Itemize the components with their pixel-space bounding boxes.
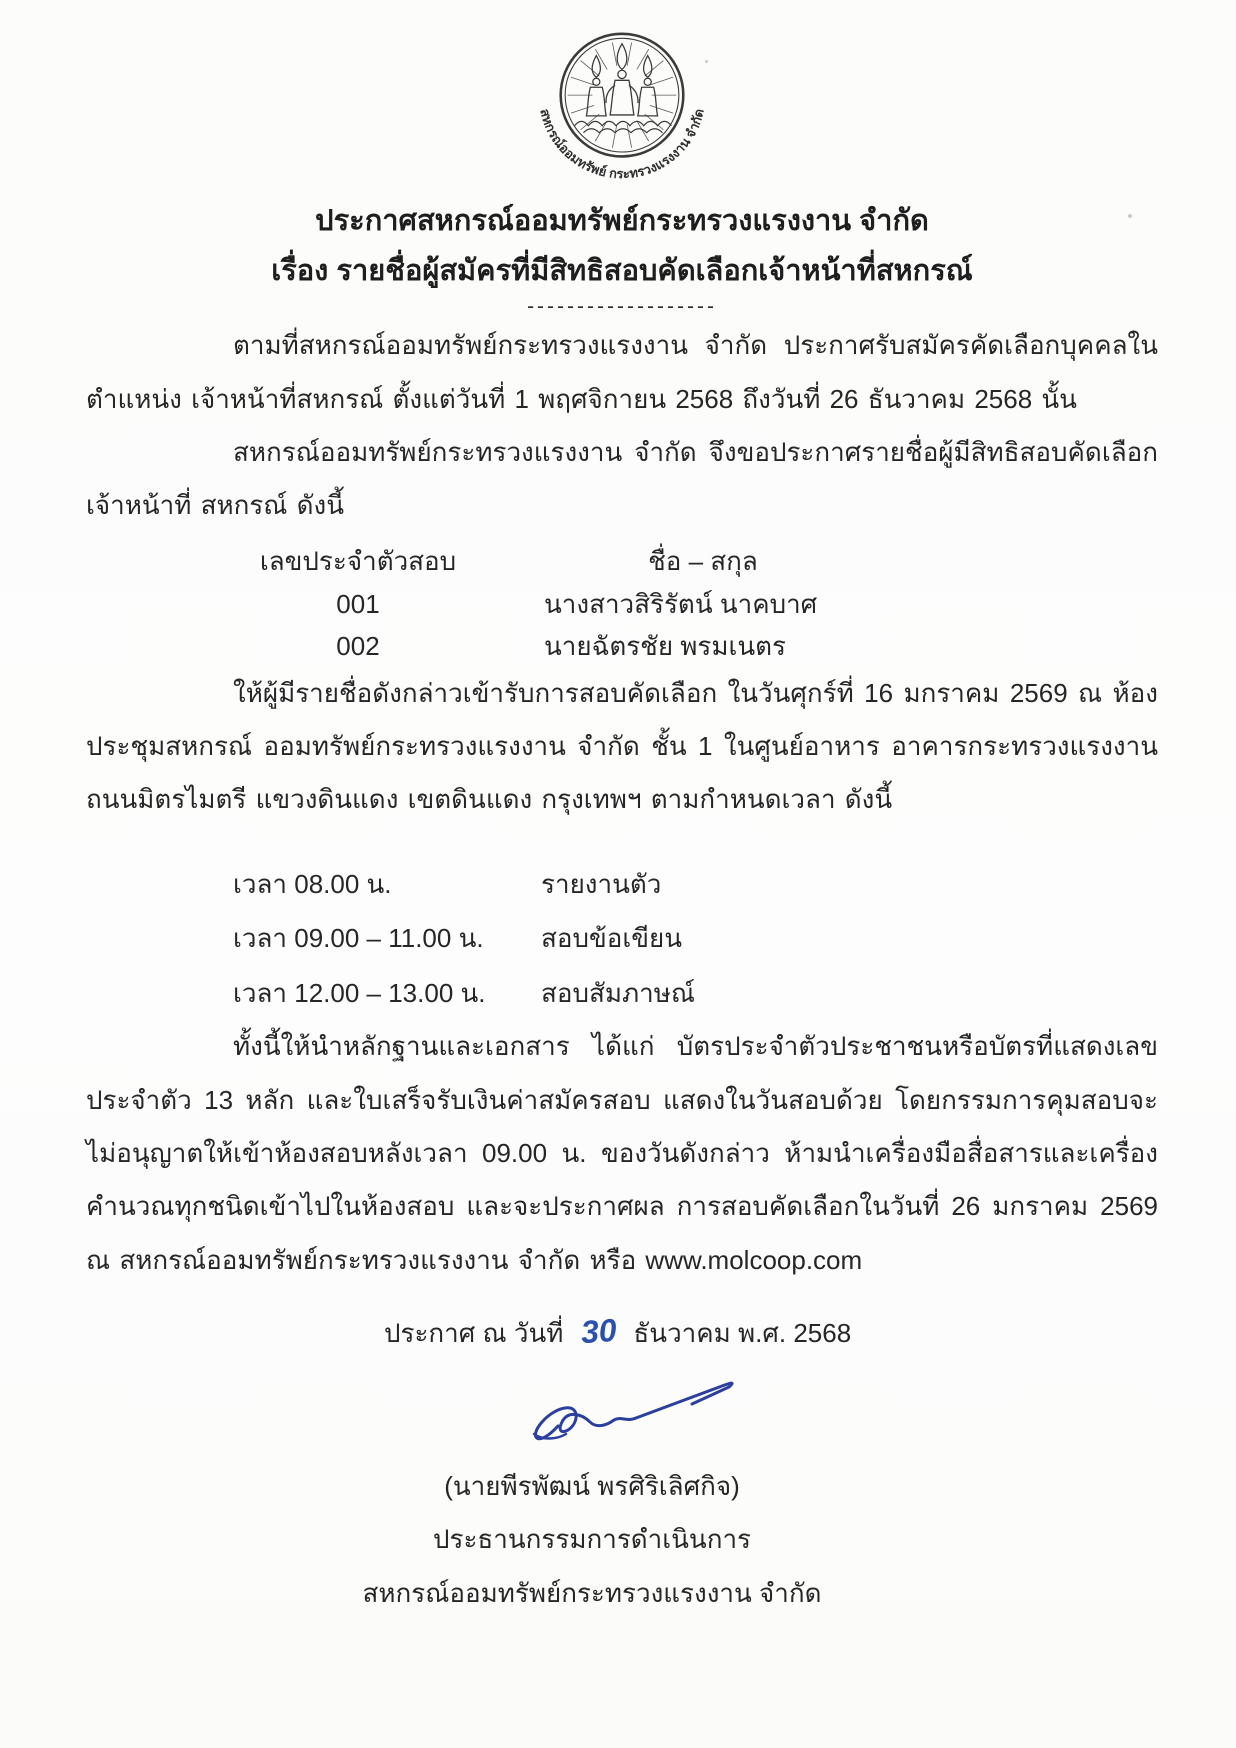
document-title: ประกาศสหกรณ์ออมทรัพย์กระทรวงแรงงาน จำกัด [315, 205, 929, 237]
scan-speck [1128, 214, 1132, 218]
signature-block [86, 1364, 1098, 1620]
signatory-name: (นายพีรพัฒน์ พรศิริเลิศกิจ) [444, 1470, 740, 1501]
applicant-table [233, 540, 1158, 666]
applicant-table-header [233, 540, 1158, 582]
schedule-activity: สอบสัมภาษณ์ [541, 977, 695, 1008]
seal-row [86, 20, 1158, 198]
exam-schedule [233, 857, 1158, 1021]
table-row [233, 625, 1158, 667]
svg-text:สหกรณ์ออมทรัพย์ กระทรวงแรงงาน [537, 107, 706, 181]
issued-suffix: ธันวาคม พ.ศ. 2568 [633, 1317, 852, 1348]
schedule-time: เวลา 09.00 – 11.00 น. [233, 923, 484, 954]
schedule-activity: รายงานตัว [541, 868, 662, 899]
schedule-row [233, 857, 1158, 912]
scan-speck [705, 60, 708, 63]
schedule-row [233, 911, 1158, 966]
paragraph-recruitment-reference: ตามที่สหกรณ์ออมทรัพย์กระทรวงแรงงาน จำกัด ประกาศรับสมัครคัดเลือกบุคคลในตำแหน่ง เจ้าหน้าที่สหกรณ์ ตั้งแต่วันที่ 1 พฤศจิกายน 2568 ถึงวันที่ 26 ธันวาคม 2568 นั้น [86, 330, 1158, 414]
schedule-time: เวลา 08.00 น. [233, 868, 392, 899]
handwritten-day: 30 [579, 1311, 618, 1351]
cooperative-seal-icon [515, 20, 729, 196]
divider-dashes: ------------------- [527, 295, 717, 319]
exam-number: 001 [336, 588, 380, 619]
header-exam-number: เลขประจำตัวสอบ [259, 546, 457, 577]
issued-date-line [384, 1313, 1158, 1354]
signatory-position: ประธานกรรมการดำเนินการ [432, 1524, 752, 1555]
schedule-time: เวลา 12.00 – 13.00 น. [233, 977, 486, 1008]
paragraph-announcement: สหกรณ์ออมทรัพย์กระทรวงแรงงาน จำกัด จึงขอประกาศรายชื่อผู้มีสิทธิสอบคัดเลือกเจ้าหน้าที่ สหกรณ์ ดังนี้ [86, 436, 1158, 521]
header-full-name: ชื่อ – สกุล [648, 546, 758, 577]
signature-handwriting [430, 1364, 790, 1460]
applicant-name: นางสาวสิริรัตน์ นาคบาศ [544, 588, 818, 619]
signatory-organization: สหกรณ์ออมทรัพย์กระทรวงแรงงาน จำกัด [362, 1577, 822, 1608]
schedule-activity: สอบข้อเขียน [541, 923, 683, 954]
paragraph-required-documents: ทั้งนี้ให้นำหลักฐานและเอกสาร ได้แก่ บัตรประจำตัวประชาชนหรือบัตรที่แสดงเลขประจำตัว 13 หลัก และใบเสร็จรับเงินค่าสมัครสอบ แสดงในวันสอบด้วย โดยกรรมการคุมสอบจะไม่อนุญาตให้เข้าห้องสอบหลังเวลา 09.00 น. ของวันดังกล่าว ห้ามนำเครื่องมือสื่อสารและเครื่องคำนวณทุกชนิดเข้าไปในห้องสอบ และจะประกาศผล การสอบคัดเลือกในวันที่ 26 มกราคม 2569 ณ สหกรณ์ออมทรัพย์กระทรวงแรงงาน จำกัด หรือ www.molcoop.com [86, 1031, 1158, 1275]
table-row [233, 583, 1158, 625]
document-subject: เรื่อง รายชื่อผู้สมัครที่มีสิทธิสอบคัดเลือกเจ้าหน้าที่สหกรณ์ [271, 255, 973, 288]
issued-prefix: ประกาศ ณ วันที่ [384, 1317, 564, 1348]
seal-curved-text: สหกรณ์ออมทรัพย์ กระทรวงแรงงาน จำกัด [537, 107, 707, 182]
schedule-row [233, 966, 1158, 1021]
applicant-name: นายฉัตรชัย พรมเนตร [544, 630, 787, 661]
exam-number: 002 [336, 630, 380, 661]
paragraph-exam-details: ให้ผู้มีรายชื่อดังกล่าวเข้ารับการสอบคัดเลือก ในวันศุกร์ที่ 16 มกราคม 2569 ณ ห้องประชุมสหกรณ์ ออมทรัพย์กระทรวงแรงงาน จำกัด ชั้น 1 ในศูนย์อาหาร อาคารกระทรวงแรงงาน ถนนมิตรไมตรี แขวงดินแดง เขตดินแดง กรุงเทพฯ ตามกำหนดเวลา ดังนี้ [86, 677, 1158, 815]
